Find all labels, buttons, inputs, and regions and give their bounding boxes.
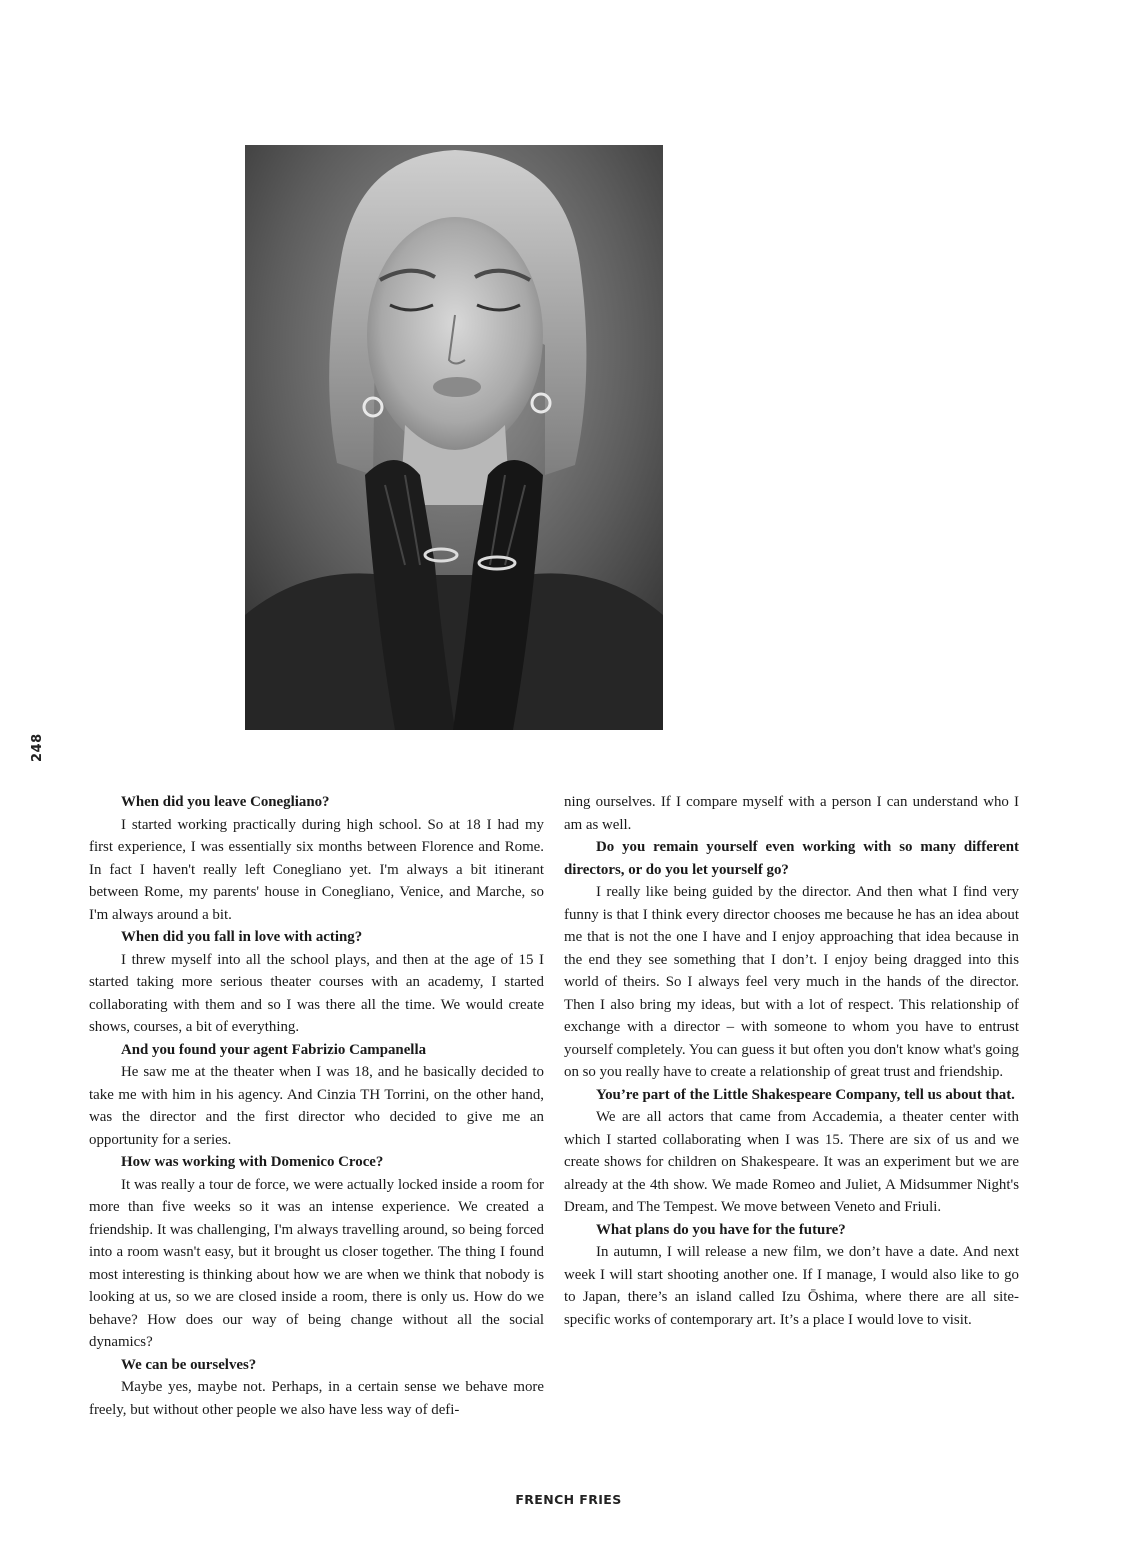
- magazine-footer: FRENCH FRIES: [515, 1492, 622, 1507]
- interview-answer: Maybe yes, maybe not. Perhaps, in a certain sense we behave more freely, but without other people we also have less way of defi-: [89, 1379, 544, 1418]
- interview-question: We can be ourselves?: [121, 1356, 257, 1373]
- interview-question: How was working with Domenico Croce?: [121, 1154, 384, 1170]
- interview-answer: ning ourselves. If I compare myself with a person I can understand who I am as well.: [564, 794, 1019, 833]
- interview-answer: It was really a tour de force, we were actually locked inside a room for more than five weeks so it was an intense experience. We created a friendship. It was challenging, I'm always travelling around, so being forced into a room wasn't easy, but it brought us closer together. The thing I found most interesting is thinking about how we are when we think that nobody is looking at us, so we are closed inside a room, there is only us. How do we behave? How does our way of being change without all the social dynamics?: [89, 1176, 544, 1350]
- article-body: [89, 791, 1019, 1431]
- portrait-photo: [245, 145, 663, 730]
- interview-question: And you found your agent Fabrizio Campanella: [121, 1041, 427, 1058]
- interview-answer: We are all actors that came from Accademia, a theater center with which I started collaborating when I was 15. There are six of us and we create shows for children on Shakespeare. It was an experiment but we are already at the 4th show. We made Romeo and Juliet, A Midsummer Night's Dream, and The Tempest. We move between Veneto and Friuli.: [564, 1109, 1019, 1215]
- interview-question: What plans do you have for the future?: [596, 1221, 846, 1238]
- interview-question: Do you remain yourself even working with so many different directors, or do you let yourself go?: [564, 839, 1019, 878]
- interview-question: When did you fall in love with acting?: [121, 929, 363, 945]
- interview-question: You’re part of the Little Shakespeare Company, tell us about that.: [596, 1086, 1015, 1103]
- interview-question: When did you leave Conegliano?: [121, 794, 330, 810]
- interview-answer: I threw myself into all the school plays, and then at the age of 15 I started taking more serious theater courses with an academy, I started collaborating with them and so I was there all the time. We would create shows, courses, a bit of everything.: [89, 951, 544, 1035]
- article-column-right: [564, 791, 1019, 1431]
- article-column-left: [89, 791, 544, 1431]
- interview-answer: In autumn, I will release a new film, we don’t have a date. And next week I will start shooting another one. If I manage, I would also like to go to Japan, there’s an island called Izu Ōshima, where there are all site-specific works of contemporary art. It’s a place I would love to visit.: [564, 1244, 1019, 1328]
- interview-answer: He saw me at the theater when I was 18, and he basically decided to take me with him in his agency. And Cinzia TH Torrini, on the other hand, was the director and the first director who decided to give me an opportunity for a series.: [89, 1064, 544, 1148]
- page-number: 248: [30, 733, 45, 762]
- interview-answer: I really like being guided by the director. And then what I find very funny is that I think every director chooses me because he has an idea about me that is not the one I have and I enjoy approaching that idea because in the end they see something that I don’t. I enjoy being dragged into this world of theirs. So I always feel very much in the hands of the director. Then I also bring my ideas, but with a lot of respect. This relationship of exchange with a director – with someone to whom you have to entrust yourself completely. You can guess it but often you don't know what's going on so you really have to create a relationship of great trust and friendship.: [564, 884, 1019, 1080]
- portrait-illustration: [245, 145, 663, 730]
- interview-answer: I started working practically during high school. So at 18 I had my first experience, I was essentially six months between Florence and Rome. In fact I haven't really left Conegliano yet. I'm always a bit itinerant between Rome, my parents' house in Conegliano, Venice, and Marche, so I'm always around a bit.: [89, 816, 544, 923]
